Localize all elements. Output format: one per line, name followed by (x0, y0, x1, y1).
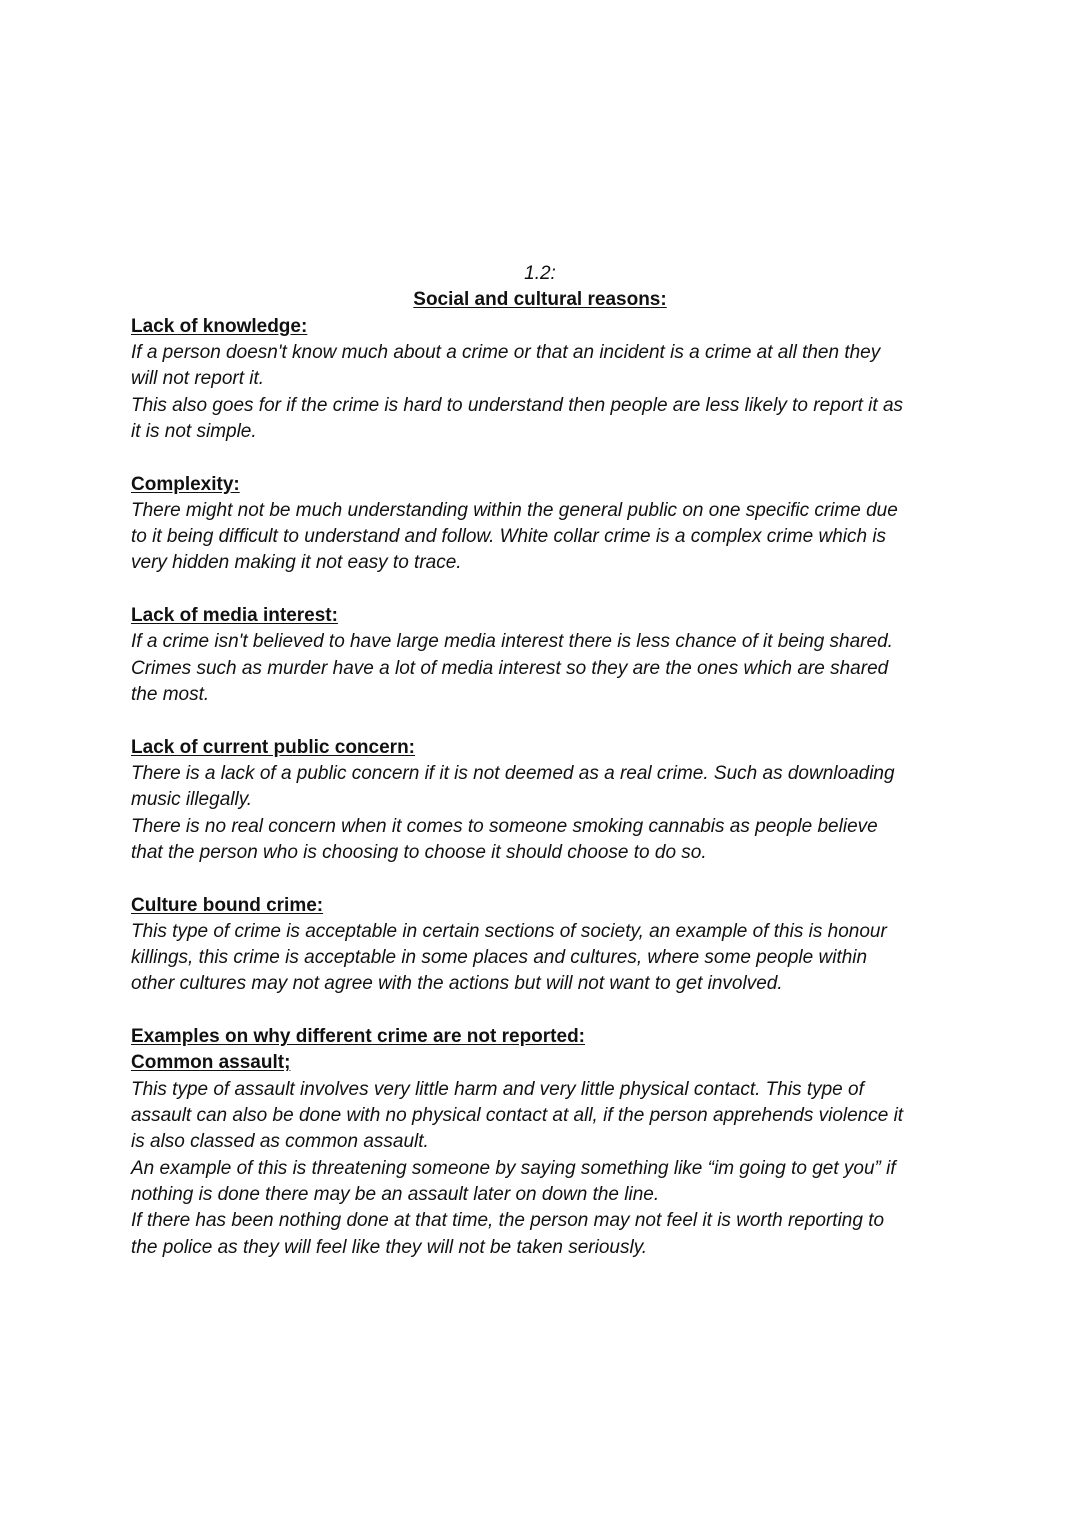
section (131, 866, 961, 998)
paragraph-line: killings, this crime is acceptable in some places and cultures, where some people within (131, 947, 868, 969)
paragraph-line: An example of this is threatening someone by saying something like “im going to get you” if (131, 1157, 896, 1179)
section-heading: Examples on why different crime are not reported: (131, 1026, 585, 1048)
paragraph-line: If a crime isn't believed to have large media interest there is less chance of it being shared. (131, 631, 893, 653)
paragraph-line: is also classed as common assault. (131, 1131, 429, 1153)
document-body (131, 261, 961, 1261)
paragraph-line: very hidden making it not easy to trace. (131, 552, 462, 574)
paragraph-line: If a person doesn't know much about a crime or that an incident is a crime at all then they (131, 341, 881, 363)
section-heading: Culture bound crime: (131, 894, 324, 916)
section (131, 708, 961, 866)
paragraph-line: the most. (131, 684, 210, 705)
paragraph-line: There is a lack of a public concern if it is not deemed as a real crime. Such as downloading (131, 762, 895, 784)
paragraph-line: other cultures may not agree with the actions but will not want to get involved. (131, 973, 783, 995)
paragraph-line: If there has been nothing done at that time, the person may not feel it is worth reporting to (131, 1210, 885, 1232)
section-heading: Lack of knowledge: (131, 315, 308, 337)
paragraph-line: There is no real concern when it comes to someone smoking cannabis as people believe (131, 815, 878, 837)
section-number: 1.2: (524, 263, 556, 284)
section-heading: Lack of current public concern: (131, 736, 415, 758)
section (131, 314, 961, 446)
paragraph-line: to it being difficult to understand and follow. White collar crime is a complex crime which is (131, 526, 887, 548)
paragraph-line: assault can also be done with no physical contact at all, if the person apprehends violence it (131, 1105, 904, 1126)
paragraph-line: music illegally. (131, 789, 253, 811)
sections (131, 314, 961, 1261)
paragraph-line: will not report it. (131, 368, 265, 390)
paragraph-line: This type of assault involves very little harm and very little physical contact. This type of (131, 1078, 864, 1100)
paragraph-line: There might not be much understanding within the general public on one specific crime due (131, 499, 898, 521)
section-heading: Complexity: (131, 473, 240, 495)
paragraph-line: the police as they will feel like they will not be taken seriously. (131, 1236, 648, 1258)
section (131, 577, 961, 709)
paragraph-line: that the person who is choosing to choose it should choose to do so. (131, 841, 707, 863)
section (131, 998, 961, 1261)
paragraph-line: Crimes such as murder have a lot of media interest so they are the ones which are shared (131, 657, 889, 679)
paragraph-line: This also goes for if the crime is hard to understand then people are less likely to report it as (131, 394, 904, 416)
paragraph-line: it is not simple. (131, 420, 257, 442)
paragraph-line: nothing is done there may be an assault later on down the line. (131, 1183, 660, 1205)
page-title: Social and cultural reasons: (413, 289, 667, 311)
section-subheading: Common assault; (131, 1052, 291, 1074)
section (131, 445, 961, 577)
paragraph-line: This type of crime is acceptable in certain sections of society, an example of this is honour (131, 920, 887, 942)
section-heading: Lack of media interest: (131, 605, 338, 627)
